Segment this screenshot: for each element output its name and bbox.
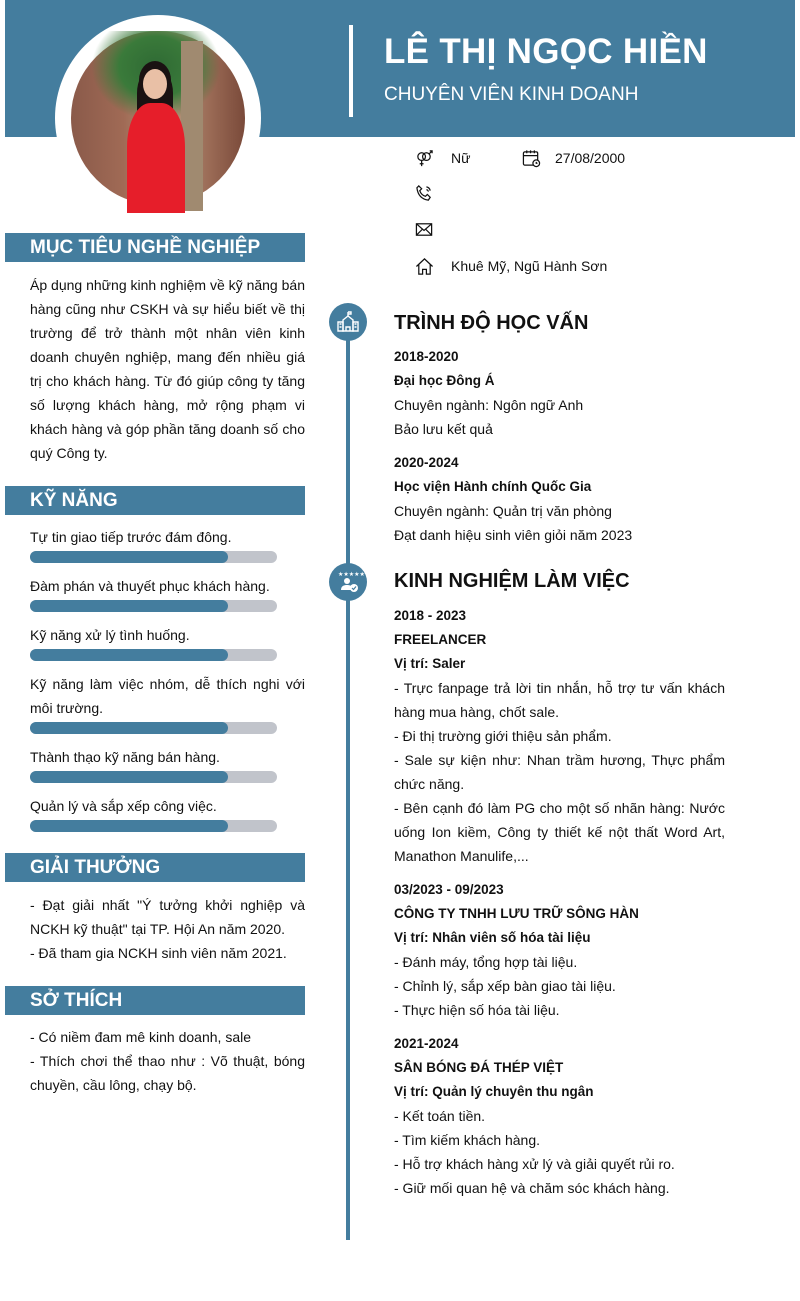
- education-heading: TRÌNH ĐỘ HỌC VẤN: [394, 312, 589, 334]
- contact-email: [415, 220, 451, 239]
- education-entry: [394, 345, 725, 441]
- skill-bar-fill: [30, 722, 228, 734]
- education-period: 2018-2020: [394, 349, 459, 364]
- experience-duty: - Chỉnh lý, sắp xếp bàn giao tài liệu.: [394, 978, 616, 994]
- experience-period: 03/2023 - 09/2023: [394, 882, 504, 897]
- experience-position: Vị trí: Nhân viên số hóa tài liệu: [394, 930, 591, 945]
- experience-position: Vị trí: Saler: [394, 656, 466, 671]
- contact-address: [415, 256, 607, 276]
- skill-bar: [30, 551, 277, 563]
- skill-bar: [30, 820, 277, 832]
- skill-label: Kỹ năng xử lý tình huống.: [30, 627, 190, 643]
- calendar-icon: [522, 149, 541, 168]
- skill-bar-fill: [30, 771, 228, 783]
- skills-list: [30, 525, 305, 843]
- experience-duty: - Bên cạnh đó làm PG cho một số nhãn hàng: Nước uống Ion kiềm, Công ty thiết kế nột thất Word Art, Manathon Manulife,...: [394, 800, 725, 864]
- education-circle: [329, 303, 367, 341]
- phone-icon: [415, 184, 434, 203]
- skill-label: Kỹ năng làm việc nhóm, dễ thích nghi với môi trường.: [30, 676, 305, 716]
- dob-value: 27/08/2000: [555, 150, 626, 166]
- experience-company: SÂN BÓNG ĐÁ THÉP VIỆT: [394, 1060, 564, 1075]
- avatar: [71, 31, 245, 205]
- experience-duty: - Sale sự kiện như: Nhan trầm hương, Thực phẩm chức năng.: [394, 752, 725, 792]
- education-detail: Chuyên ngành: Ngôn ngữ Anh: [394, 397, 584, 413]
- experience-duty: - Giữ mối quan hệ và chăm sóc khách hàng.: [394, 1180, 670, 1196]
- objective-heading: MỤC TIÊU NGHỀ NGHIỆP: [5, 233, 305, 262]
- skill-bar-fill: [30, 600, 228, 612]
- skill-label: Tự tin giao tiếp trước đám đông.: [30, 529, 232, 545]
- experience-duty: - Hỗ trợ khách hàng xử lý và giải quyết rủi ro.: [394, 1156, 675, 1172]
- mail-icon: [415, 220, 434, 239]
- experience-entry: [394, 604, 725, 868]
- skill-label: Quản lý và sắp xếp công việc.: [30, 798, 217, 814]
- contact-dob: [522, 148, 625, 168]
- home-icon: [415, 257, 434, 276]
- education-entry: [394, 451, 725, 547]
- skill-item: [30, 525, 305, 574]
- experience-position: Vị trí: Quản lý chuyên thu ngân: [394, 1084, 594, 1099]
- award-item: - Đã tham gia NCKH sinh viên năm 2021.: [30, 945, 287, 961]
- experience-duty: - Kết toán tiền.: [394, 1108, 486, 1124]
- awards-heading: GIẢI THƯỞNG: [5, 853, 305, 882]
- candidate-role: CHUYÊN VIÊN KINH DOANH: [384, 84, 639, 105]
- skill-item: [30, 574, 305, 623]
- experience-heading: KINH NGHIỆM LÀM VIỆC: [394, 570, 630, 592]
- skill-item: [30, 623, 305, 672]
- award-item: - Đạt giải nhất "Ý tưởng khởi nghiệp và NCKH kỹ thuật" tại TP. Hội An năm 2020.: [30, 897, 305, 937]
- skill-bar: [30, 771, 277, 783]
- education-detail: Đạt danh hiệu sinh viên giỏi năm 2023: [394, 527, 633, 543]
- experience-duty: - Tìm kiếm khách hàng.: [394, 1132, 541, 1148]
- hobbies-heading: SỞ THÍCH: [5, 986, 305, 1015]
- experience-period: 2021-2024: [394, 1036, 459, 1051]
- school-icon: [336, 310, 360, 334]
- header-divider: [349, 25, 353, 117]
- gender-icon: [415, 149, 434, 168]
- skill-bar: [30, 600, 277, 612]
- experience-company: CÔNG TY TNHH LƯU TRỮ SÔNG HÀN: [394, 906, 639, 921]
- skill-label: Đàm phán và thuyết phục khách hàng.: [30, 578, 270, 594]
- education-list: [394, 345, 725, 557]
- skill-item: [30, 745, 305, 794]
- experience-duty: - Thực hiện số hóa tài liệu.: [394, 1002, 560, 1018]
- experience-duty: - Đi thị trường giới thiệu sản phẩm.: [394, 728, 612, 744]
- awards-list: [30, 893, 305, 965]
- hobbies-list: [30, 1025, 305, 1097]
- hobby-item: - Thích chơi thể thao như : Võ thuật, bóng chuyền, cầu lông, chạy bộ.: [30, 1053, 305, 1093]
- education-school: Đại học Đông Á: [394, 373, 495, 388]
- education-period: 2020-2024: [394, 455, 459, 470]
- contact-phone: [415, 184, 451, 203]
- timeline-line: [346, 305, 350, 1240]
- gender-value: Nữ: [451, 150, 471, 166]
- skills-heading: KỸ NĂNG: [5, 486, 305, 515]
- experience-company: FREELANCER: [394, 632, 487, 647]
- objective-text: Áp dụng những kinh nghiệm về kỹ năng bán hàng cũng như CSKH và sự hiểu biết về thị trường để trở thành một nhân viên kinh doanh chuyên nghiệp, mang đến nhiều giá trị cho khách hàng. Từ đó giúp công ty tăng số lượng khách hàng, mở rộng phạm vi khách hàng và góp phần tăng doanh số cho quý Công ty.: [30, 277, 305, 461]
- skill-label: Thành thạo kỹ năng bán hàng.: [30, 749, 220, 765]
- address-value: Khuê Mỹ, Ngũ Hành Sơn: [451, 258, 608, 274]
- skill-bar-fill: [30, 551, 228, 563]
- skill-item: [30, 794, 305, 843]
- skill-bar-fill: [30, 820, 228, 832]
- experience-list: [394, 604, 725, 1210]
- rated-user-icon: [335, 569, 365, 595]
- svg-text:★★★★★: ★★★★★: [338, 572, 365, 578]
- skill-bar: [30, 649, 277, 661]
- experience-duty: - Đánh máy, tổng hợp tài liệu.: [394, 954, 578, 970]
- experience-entry: [394, 878, 725, 1022]
- education-school: Học viện Hành chính Quốc Gia: [394, 479, 592, 494]
- experience-entry: [394, 1032, 725, 1200]
- experience-duty: - Trực fanpage trả lời tin nhắn, hỗ trợ tư vấn khách hàng mua hàng, chốt sale.: [394, 680, 725, 720]
- skill-item: [30, 672, 305, 745]
- contact-gender: [415, 148, 470, 168]
- skill-bar-fill: [30, 649, 228, 661]
- education-detail: Chuyên ngành: Quản trị văn phòng: [394, 503, 612, 519]
- experience-period: 2018 - 2023: [394, 608, 467, 623]
- candidate-name: LÊ THỊ NGỌC HIỀN: [384, 32, 708, 71]
- hobby-item: - Có niềm đam mê kinh doanh, sale: [30, 1029, 251, 1045]
- skill-bar: [30, 722, 277, 734]
- education-detail: Bảo lưu kết quả: [394, 421, 493, 437]
- experience-circle: [329, 563, 367, 601]
